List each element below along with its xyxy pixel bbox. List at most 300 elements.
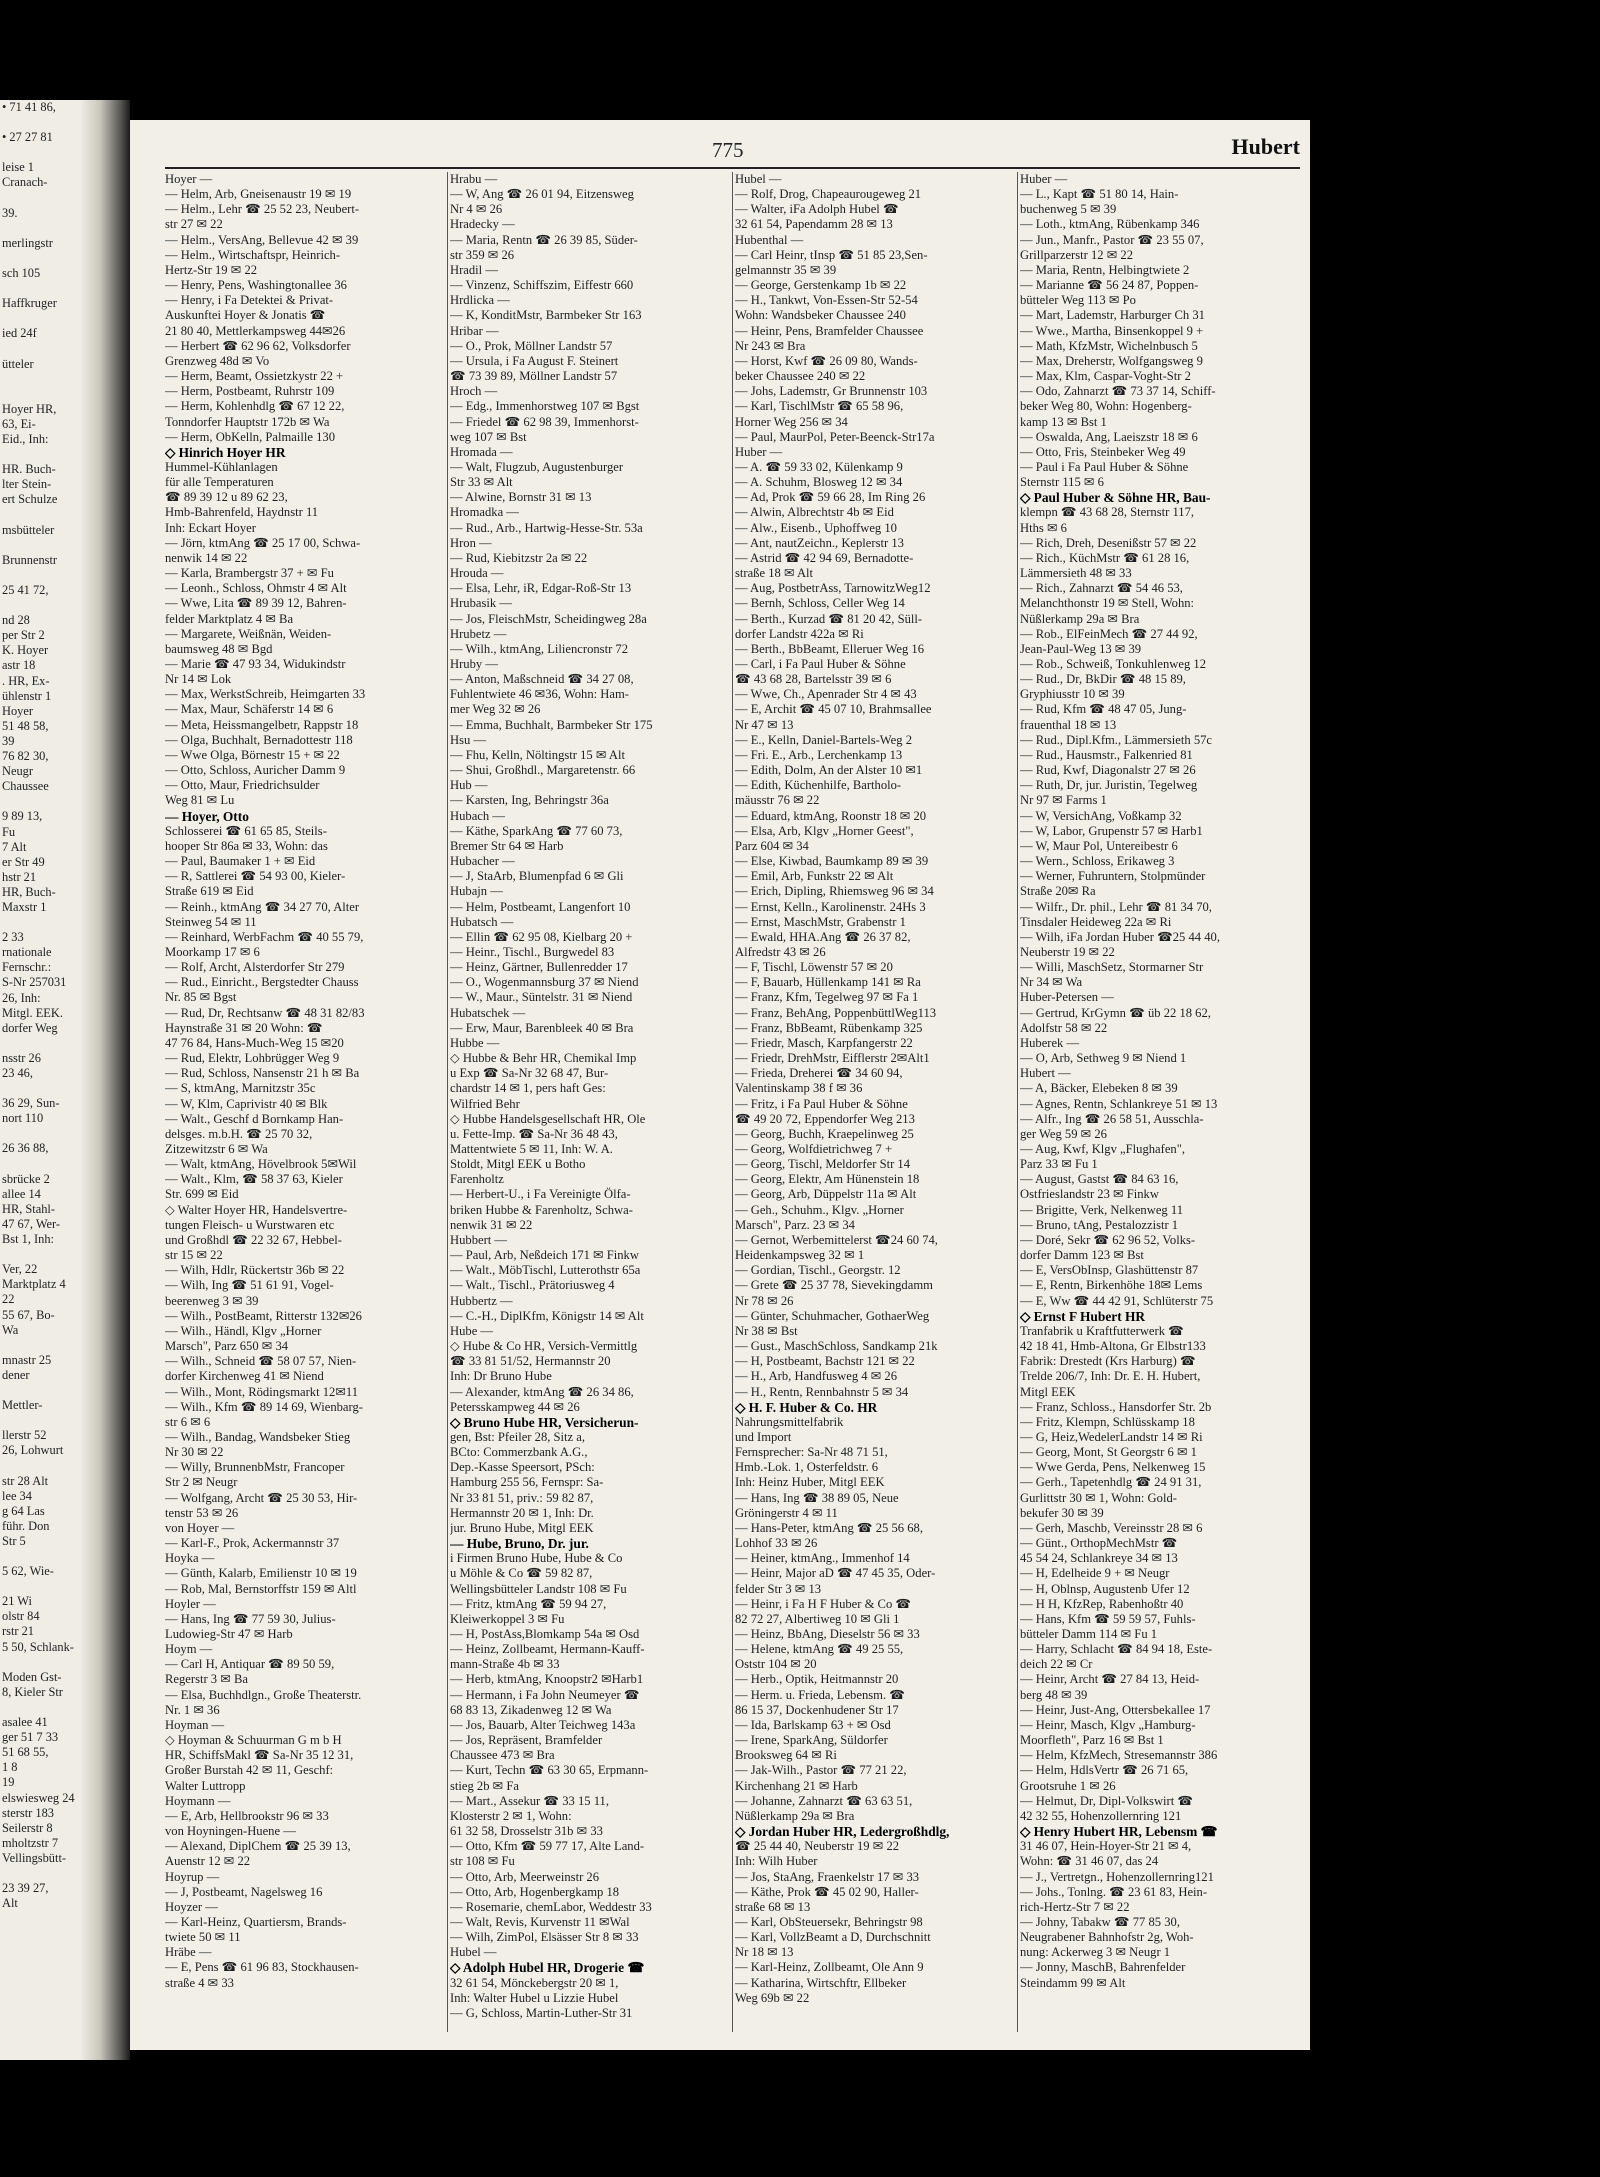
- directory-entry-line: Neugrabener Bahnhofstr 2g, Woh-: [1020, 1930, 1194, 1945]
- directory-page: [130, 120, 1310, 2050]
- directory-entry-line: — Karsten, Ing, Behringstr 36a: [450, 793, 609, 808]
- directory-entry-line: Zitzewitzstr 6 ✉ Wa: [165, 1142, 268, 1156]
- directory-entry-line: — Wolfgang, Archt ☎ 25 30 53, Hir-: [165, 1490, 358, 1505]
- margin-fragment: [0, 1126, 80, 1141]
- margin-fragment: [0, 1655, 80, 1670]
- directory-entry-line: für alle Temperaturen: [165, 475, 274, 490]
- margin-fragment: [0, 281, 80, 296]
- directory-entry-line: Nr 243 ✉ Bra: [735, 338, 806, 353]
- directory-entry-line: Nr 38 ✉ Bst: [735, 1323, 798, 1338]
- margin-fragment: 5 62, Wie-: [2, 1564, 54, 1579]
- directory-entry-line: — Friedr, DrehMstr, Eifflerstr 2✉Alt1: [735, 1051, 930, 1066]
- directory-entry-line: — Otto, Fris, Steinbeker Weg 49: [1020, 444, 1186, 459]
- margin-fragment: 36 29, Sun-: [2, 1096, 60, 1111]
- directory-entry-line: — Wern., Schloss, Erikaweg 3: [1020, 854, 1175, 869]
- directory-entry-line: — Karl-Heinz, Zollbeamt, Ole Ann 9: [735, 1960, 924, 1975]
- directory-entry-line: Fuhlentwiete 46 ✉36, Wohn: Ham-: [450, 687, 629, 702]
- directory-entry-line: — Reinh., ktmAng ☎ 34 27 70, Alter: [165, 899, 360, 914]
- directory-entry-line: — Rich., KüchMstr ☎ 61 28 16,: [1020, 550, 1190, 565]
- directory-entry-line: Parz 33 ✉ Fu 1: [1020, 1157, 1098, 1172]
- margin-fragment: Marktplatz 4: [2, 1277, 66, 1292]
- directory-entry-line: Regerstr 3 ✉ Ba: [165, 1672, 248, 1687]
- margin-fragment: [0, 311, 80, 326]
- margin-fragment: [0, 145, 80, 160]
- directory-entry-line: — Helmut, Dr, Dipl-Volkswirt ☎: [1020, 1793, 1194, 1808]
- directory-entry-line: str 15 ✉ 22: [165, 1248, 223, 1263]
- margin-fragment: 23 39 27,: [2, 1881, 49, 1896]
- directory-entry-line: — Friedel ☎ 62 98 39, Immenhorst-: [450, 414, 639, 429]
- directory-entry-line: — Walt, Flugzub, Augustenburger: [450, 459, 624, 474]
- directory-entry-line: — Grete ☎ 25 37 78, Sievekingdamm: [735, 1278, 933, 1293]
- margin-fragment: ütteler: [2, 356, 34, 371]
- directory-entry-line: — Erich, Dipling, Rhiemsweg 96 ✉ 34: [735, 884, 934, 899]
- directory-entry-line: Hräbe —: [165, 1945, 212, 1960]
- directory-entry-line: — Helene, ktmAng ☎ 49 25 55,: [735, 1642, 904, 1657]
- margin-fragment: Maxstr 1: [2, 899, 47, 914]
- directory-entry-line: — Edg., Immenhorstweg 107 ✉ Bgst: [450, 399, 640, 414]
- directory-entry-line: 82 72 27, Albertiweg 10 ✉ Gli 1: [735, 1611, 900, 1626]
- directory-entry-line: — Bernh, Schloss, Celler Weg 14: [735, 596, 905, 611]
- directory-entry-line: Inh: Walter Hubel u Lizzie Hubel: [450, 1990, 619, 2005]
- page-number: 775: [712, 138, 744, 162]
- margin-fragment: [0, 915, 80, 930]
- directory-entry-line: — Margarete, Weißnän, Weiden-: [165, 626, 332, 641]
- directory-entry-line: Adolfstr 58 ✉ 22: [1020, 1020, 1108, 1035]
- running-head: Hubert: [1231, 134, 1300, 159]
- directory-entry-line: — Fhu, Kelln, Nöltingstr 15 ✉ Alt: [450, 747, 625, 762]
- margin-fragment: 1 8: [2, 1760, 18, 1775]
- directory-entry-line: — Heinr, Just-Ang, Ottersbekallee 17: [1020, 1702, 1211, 1717]
- directory-entry-line: 32 61 54, Mönckebergstr 20 ✉ 1,: [450, 1975, 619, 1990]
- directory-entry-line: Hrabu —: [450, 172, 498, 186]
- directory-entry-line: — Vinzenz, Schiffszim, Eiffestr 660: [450, 278, 634, 293]
- margin-fragment: 22: [2, 1292, 15, 1307]
- directory-entry-line: ◇ Jordan Huber HR, Ledergroßhdlg,: [735, 1824, 950, 1840]
- directory-entry-line: str 6 ✉ 6: [165, 1414, 211, 1429]
- directory-entry-line: — Georg, Buchh, Kraepelinweg 25: [735, 1126, 914, 1141]
- directory-entry-line: — Gerh., Tapetenhdlg ☎ 24 91 31,: [1020, 1475, 1202, 1490]
- directory-entry-line: — Heinr, Major aD ☎ 47 45 35, Oder-: [735, 1566, 936, 1581]
- directory-entry-line: — Fritz, Klempn, Schlüsskamp 18: [1020, 1414, 1195, 1429]
- directory-entry-line: — Ant, nautZeichn., Keplerstr 13: [735, 535, 904, 550]
- directory-entry-line: — R, Sattlerei ☎ 54 93 00, Kieler-: [165, 869, 346, 884]
- directory-entry-line: Weg 69b ✉ 22: [735, 1990, 810, 2005]
- directory-entry-line: — Rob., Schweiß, Tonkuhlenweg 12: [1020, 657, 1207, 671]
- directory-entry-line: — Henry, Pens, Washingtonallee 36: [165, 278, 347, 293]
- directory-entry-line: Hoyer —: [165, 172, 213, 186]
- directory-entry-line: — Wilfr., Dr. phil., Lehr ☎ 81 34 70,: [1020, 899, 1212, 914]
- directory-entry-line: Steindamm 99 ✉ Alt: [1020, 1975, 1126, 1990]
- directory-entry-line: — Agnes, Rentn, Schlankreye 51 ✉ 13: [1020, 1096, 1218, 1111]
- directory-entry-line: dorfer Landstr 422a ✉ Ri: [735, 626, 864, 641]
- margin-fragment: 7 Alt: [2, 839, 27, 854]
- directory-entry-line: Str 33 ✉ Alt: [450, 475, 513, 490]
- directory-entry-line: Huberek —: [1020, 1035, 1080, 1050]
- directory-entry-line: — Herb., Optik, Heitmannstr 20: [735, 1672, 899, 1687]
- directory-column-1: [165, 172, 447, 2032]
- margin-fragment: 39.: [2, 205, 18, 220]
- margin-fragment: K. Hoyer: [2, 643, 49, 658]
- directory-entry-line: Moorkamp 17 ✉ 6: [165, 944, 260, 959]
- margin-fragment: [0, 1866, 80, 1881]
- directory-entry-line: rich-Hertz-Str 7 ✉ 22: [1020, 1899, 1130, 1914]
- directory-entry-line: — Jos, Repräsent, Bramfelder: [450, 1733, 603, 1748]
- directory-entry-line: — Paul, Arb, Neßdeich 171 ✉ Finkw: [450, 1248, 639, 1263]
- directory-entry-line: Neuberstr 19 ✉ 22: [1020, 944, 1115, 959]
- directory-entry-line: Huber —: [735, 444, 783, 459]
- directory-entry-line: 32 61 54, Papendamm 28 ✉ 13: [735, 217, 893, 232]
- directory-entry-line: twiete 50 ✉ 11: [165, 1930, 241, 1945]
- directory-entry-line: mann-Straße 4b ✉ 33: [450, 1657, 560, 1672]
- directory-entry-line: — Heinr, Archt ☎ 27 84 13, Heid-: [1020, 1672, 1200, 1687]
- directory-entry-line: Hribar —: [450, 323, 499, 338]
- directory-entry-line: — H., Rentn, Rennbahnstr 5 ✉ 34: [735, 1384, 909, 1399]
- directory-entry-line: gelmannstr 35 ✉ 39: [735, 262, 837, 277]
- directory-entry-line: — August, Gastst ☎ 84 63 16,: [1020, 1172, 1179, 1187]
- directory-entry-line: — Rud, Kwf, Diagonalstr 27 ✉ 26: [1020, 763, 1196, 778]
- directory-entry-line: ◇ Bruno Hube HR, Versicherun-: [450, 1414, 639, 1430]
- directory-entry-line: — Berth., BbBeamt, Elleruer Weg 16: [735, 641, 925, 656]
- directory-entry-line: Nr 33 81 51, priv.: 59 82 87,: [450, 1490, 594, 1505]
- margin-fragment: Fu: [2, 824, 16, 839]
- column-divider: [1017, 172, 1018, 2032]
- directory-entry-line: — Eduard, ktmAng, Roonstr 18 ✉ 20: [735, 808, 927, 823]
- directory-entry-line: — Hermann, i Fa John Neumeyer ☎: [450, 1687, 640, 1702]
- directory-entry-line: — Alexand, DiplChem ☎ 25 39 13,: [165, 1839, 351, 1854]
- directory-entry-line: Str 2 ✉ Neugr: [165, 1475, 238, 1490]
- directory-entry-line: — Heinr, Pens, Bramfelder Chaussee: [735, 323, 924, 338]
- directory-entry-line: — Marianne ☎ 56 24 87, Poppen-: [1020, 278, 1199, 293]
- directory-entry-line: — Erw, Maur, Barenbleek 40 ✉ Bra: [450, 1020, 634, 1035]
- book-gutter: [80, 100, 130, 2060]
- margin-fragment: [0, 191, 80, 206]
- margin-fragment: [0, 1081, 80, 1096]
- directory-entry-line: — Johny, Tabakw ☎ 77 85 30,: [1020, 1914, 1180, 1929]
- margin-fragment: lee 34: [2, 1488, 32, 1503]
- directory-entry-line: weg 107 ✉ Bst: [450, 429, 527, 444]
- margin-fragment: Ver, 22: [2, 1262, 38, 1277]
- directory-entry-line: ◇ H. F. Huber & Co. HR: [735, 1399, 878, 1415]
- directory-entry-line: — Jak-Wilh., Pastor ☎ 77 21 22,: [735, 1763, 907, 1778]
- margin-fragment: merlingstr: [2, 235, 53, 250]
- margin-fragment: hstr 21: [2, 869, 37, 884]
- directory-entry-line: — E, Arb, Hellbrookstr 96 ✉ 33: [165, 1808, 329, 1823]
- directory-entry-line: Trelde 206/7, Inh: Dr. E. H. Hubert,: [1020, 1369, 1201, 1384]
- directory-entry-line: — Friedr, Masch, Karpfangerstr 22: [735, 1035, 913, 1050]
- directory-entry-line: Hrubasik —: [450, 596, 512, 611]
- margin-fragment: HR, Buch-: [2, 884, 56, 899]
- margin-fragment: Str 5: [2, 1533, 26, 1548]
- directory-entry-line: — Walt., Tischl., Prätoriusweg 4: [450, 1278, 615, 1293]
- directory-entry-line: — Brigitte, Verk, Nelkenweg 11: [1020, 1202, 1183, 1217]
- directory-entry-line: — Maria, Rentn ☎ 26 39 85, Süder-: [450, 232, 638, 247]
- margin-fragment: 25 41 72,: [2, 583, 49, 597]
- directory-entry-line: — J, StaArb, Blumenpfad 6 ✉ Gli: [450, 869, 624, 884]
- margin-fragment: Mitgl. EEK.: [2, 1005, 63, 1020]
- directory-entry-line: — Wilh., PostBeamt, Ritterstr 132✉26: [165, 1308, 362, 1323]
- directory-entry-line: — Franz, BbBeamt, Rübenkamp 325: [735, 1020, 923, 1035]
- directory-entry-line: — Elsa, Lehr, iR, Edgar-Roß-Str 13: [450, 581, 632, 596]
- directory-entry-line: Hron —: [450, 535, 492, 550]
- directory-entry-line: Inh: Dr Bruno Hube: [450, 1369, 552, 1384]
- directory-entry-line: bekufer 30 ✉ 39: [1020, 1505, 1104, 1520]
- directory-entry-line: — Wwe Olga, Börnestr 15 + ✉ 22: [165, 747, 340, 762]
- margin-fragment: Fernschr.:: [2, 960, 52, 975]
- directory-entry-line: Hubacher —: [450, 854, 515, 869]
- directory-entry-line: — Günt., OrthopMechMstr ☎: [1020, 1536, 1178, 1551]
- directory-entry-line: ◇ Paul Huber & Söhne HR, Bau-: [1020, 490, 1211, 506]
- directory-entry-line: — Wwe Gerda, Pens, Nelkenweg 15: [1020, 1460, 1206, 1475]
- directory-entry-line: — Otto, Arb, Meerweinstr 26: [450, 1869, 600, 1884]
- margin-fragment: per Str 2: [2, 628, 45, 643]
- margin-fragment: rstr 21: [2, 1624, 35, 1639]
- directory-entry-line: — Oswalda, Ang, Laeiszstr 18 ✉ 6: [1020, 429, 1198, 444]
- directory-entry-line: — H, Edelheide 9 + ✉ Neugr: [1020, 1566, 1170, 1581]
- directory-entry-line: beerenweg 3 ✉ 39: [165, 1293, 259, 1308]
- directory-entry-line: — Wwe., Martha, Binsenkoppel 9 +: [1020, 323, 1204, 338]
- page-header: [130, 120, 1310, 175]
- directory-entry-line: Tinsdaler Heideweg 22a ✉ Ri: [1020, 914, 1172, 929]
- directory-entry-line: — Walt., Klm, ☎ 58 37 63, Kieler: [165, 1172, 343, 1187]
- margin-fragment: 21 Wi: [2, 1594, 32, 1609]
- directory-entry-line: — Edith, Küchenhilfe, Bartholo-: [735, 778, 902, 793]
- directory-entry-line: Oststr 104 ✉ 20: [735, 1657, 817, 1672]
- directory-entry-line: ☎ 33 81 51/52, Hermannstr 20: [450, 1354, 611, 1369]
- directory-entry-line: — Helm, Arb, Gneisenaustr 19 ✉ 19: [165, 187, 352, 202]
- directory-entry-line: — Harry, Schlacht ☎ 84 94 18, Este-: [1020, 1642, 1213, 1657]
- directory-entry-line: — Katharina, Wirtschftr, Ellbeker: [735, 1975, 907, 1990]
- margin-fragment: HR, Stahl-: [2, 1201, 56, 1216]
- directory-entry-line: — Herbert ☎ 62 96 62, Volksdorfer: [165, 338, 351, 353]
- directory-entry-line: Nr 30 ✉ 22: [165, 1445, 224, 1460]
- margin-fragment: Cranach-: [2, 175, 48, 190]
- margin-fragment: sbrücke 2: [2, 1171, 50, 1186]
- directory-entry-line: — Rud, Schloss, Nansenstr 21 h ✉ Ba: [165, 1066, 360, 1081]
- directory-entry-line: Hubel —: [450, 1945, 497, 1960]
- margin-fragment: rnationale: [2, 945, 52, 960]
- directory-entry-line: — A, Bäcker, Elebeken 8 ✉ 39: [1020, 1081, 1178, 1096]
- directory-entry-line: Brooksweg 64 ✉ Ri: [735, 1748, 837, 1763]
- directory-entry-line: Hoyman —: [165, 1717, 225, 1732]
- directory-entry-line: nenwik 14 ✉ 22: [165, 550, 248, 565]
- directory-entry-line: — Heinz, Gärtner, Bullenredder 17: [450, 960, 628, 975]
- directory-entry-line: Inh: Wilh Huber: [735, 1854, 818, 1869]
- margin-fragment: 26, Inh:: [2, 990, 41, 1005]
- directory-entry-line: — Rud., Dipl.Kfm., Lämmersieth 57c: [1020, 732, 1213, 747]
- directory-entry-line: Hermannstr 20 ✉ 1, Inh: Dr.: [450, 1505, 594, 1520]
- directory-entry-line: u Möhle & Co ☎ 59 82 87,: [450, 1566, 593, 1581]
- margin-fragment: ert Schulze: [2, 492, 58, 507]
- margin-fragment: nsstr 26: [2, 1050, 41, 1065]
- margin-fragment: Brunnenstr: [2, 552, 58, 567]
- directory-entry-line: Straße 619 ✉ Eid: [165, 884, 254, 899]
- margin-fragment: asalee 41: [2, 1715, 48, 1730]
- directory-entry-line: — Herbert-U., i Fa Vereinigte Ölfa-: [450, 1187, 631, 1202]
- margin-fragment: [0, 372, 80, 387]
- margin-fragment: [0, 387, 80, 402]
- directory-entry-line: — Wilh., Bandag, Wandsbeker Stieg: [165, 1429, 351, 1444]
- directory-entry-line: — Karl-F., Prok, Ackermannstr 37: [165, 1536, 340, 1551]
- directory-entry-line: Hubatsch —: [450, 914, 514, 929]
- directory-entry-line: — Horst, Kwf ☎ 26 09 80, Wands-: [735, 353, 918, 368]
- directory-entry-line: — Karl-Heinz, Quartiersm, Brands-: [165, 1914, 347, 1929]
- directory-entry-line: — Günth, Kalarb, Emilienstr 10 ✉ 19: [165, 1566, 357, 1581]
- directory-entry-line: Weg 81 ✉ Lu: [165, 793, 235, 808]
- directory-entry-line: — Loth., ktmAng, Rübenkamp 346: [1020, 217, 1200, 232]
- directory-entry-line: — Edith, Dolm, An der Alster 10 ✉1: [735, 763, 923, 778]
- directory-entry-line: — C.-H., DiplKfm, Königstr 14 ✉ Alt: [450, 1308, 644, 1323]
- margin-fragment: mholtzstr 7: [2, 1835, 59, 1850]
- directory-entry-line: 21 80 40, Mettlerkampsweg 44✉26: [165, 323, 346, 338]
- directory-entry-line: — Helm., VersAng, Bellevue 42 ✉ 39: [165, 232, 359, 247]
- directory-entry-line: — G, Heiz,WedelerLandstr 14 ✉ Ri: [1020, 1429, 1203, 1444]
- directory-entry-line: Nr 34 ✉ Wa: [1020, 975, 1083, 990]
- directory-entry-line: — Hans-Peter, ktmAng ☎ 25 56 68,: [735, 1520, 923, 1535]
- directory-entry-line: Lohhof 33 ✉ 26: [735, 1536, 818, 1551]
- directory-entry-line: Inh: Eckart Hoyer: [165, 520, 256, 535]
- directory-entry-line: — Wilh, Hdlr, Rückertstr 36b ✉ 22: [165, 1263, 345, 1278]
- margin-fragment: astr 18: [2, 658, 36, 673]
- margin-fragment: 47 67, Wer-: [2, 1216, 61, 1231]
- margin-fragment: 55 67, Bo-: [2, 1307, 55, 1322]
- directory-entry-line: Kleiwerkoppel 3 ✉ Fu: [450, 1611, 565, 1626]
- directory-entry-line: Parz 604 ✉ 34: [735, 838, 809, 853]
- directory-entry-line: ◇ Henry Hubert HR, Lebensm ☎: [1020, 1824, 1218, 1840]
- directory-entry-line: — Ernst, Kelln., Karolinenstr. 24Hs 3: [735, 899, 926, 914]
- header-rule: [165, 167, 1300, 169]
- directory-entry-line: Mattentwiete 5 ✉ 11, Inh: W. A.: [450, 1142, 613, 1156]
- directory-entry-line: Wohn: ☎ 31 46 07, das 24: [1020, 1854, 1159, 1869]
- directory-entry-line: — Wilh., Kfm ☎ 89 14 69, Wienbarg-: [165, 1399, 363, 1414]
- directory-entry-line: — Karl, TischlMstr ☎ 65 58 96,: [735, 399, 904, 414]
- directory-entry-line: — Alfr., Ing ☎ 26 58 51, Ausschla-: [1020, 1111, 1204, 1126]
- directory-entry-line: Hubel —: [735, 172, 782, 186]
- directory-entry-line: — Georg, Wolfdietrichweg 7 +: [735, 1142, 893, 1156]
- directory-entry-line: Hoyzer —: [165, 1899, 218, 1914]
- margin-fragment: Wa: [2, 1322, 19, 1337]
- margin-fragment: 26, Lohwurt: [2, 1443, 64, 1458]
- directory-entry-line: — Herm. u. Frieda, Lebensm. ☎: [735, 1687, 905, 1702]
- directory-entry-line: 68 83 13, Zikadenweg 12 ✉ Wa: [450, 1702, 612, 1717]
- directory-entry-line: — Gernot, Werbemittelerst ☎24 60 74,: [735, 1232, 938, 1247]
- directory-entry-line: Gryphiusstr 10 ✉ 39: [1020, 687, 1125, 702]
- directory-entry-line: — Walter, iFa Adolph Hubel ☎: [735, 202, 899, 217]
- margin-fragment: Hoyer: [2, 703, 33, 718]
- directory-entry-line: — Max, Dreherstr, Wolfgangsweg 9: [1020, 353, 1203, 368]
- directory-entry-line: Str. 699 ✉ Eid: [165, 1187, 239, 1202]
- margin-fragment: er Str 49: [2, 854, 45, 869]
- directory-entry-line: Schlosserei ☎ 61 65 85, Steils-: [165, 823, 327, 838]
- directory-entry-line: Chaussee 473 ✉ Bra: [450, 1748, 555, 1763]
- margin-fragment: dorfer Weg: [2, 1020, 58, 1035]
- margin-fragment: 8, Kieler Str: [2, 1684, 63, 1699]
- margin-fragment: [0, 447, 80, 462]
- directory-entry-line: — Max, Maur, Schäferstr 14 ✉ 6: [165, 702, 334, 717]
- directory-entry-line: — Jos, StaAng, Fraenkelstr 17 ✉ 33: [735, 1869, 920, 1884]
- directory-entry-line: — Rud., Hausmstr., Falkenried 81: [1020, 747, 1193, 762]
- directory-entry-line: i Firmen Bruno Hube, Hube & Co: [450, 1551, 623, 1566]
- margin-fragment: [0, 508, 80, 523]
- column-divider: [447, 172, 448, 2032]
- margin-fragment: Eid., Inh:: [2, 432, 49, 447]
- directory-entry-line: straße 68 ✉ 13: [735, 1899, 811, 1914]
- directory-entry-line: — Gordian, Tischl., Georgstr. 12: [735, 1263, 901, 1278]
- directory-entry-line: Hoyler —: [165, 1596, 216, 1611]
- directory-entry-line: — Rud., Dr, BkDir ☎ 48 15 89,: [1020, 672, 1186, 687]
- margin-fragment: [0, 1036, 80, 1051]
- directory-entry-line: str 359 ✉ 26: [450, 247, 515, 262]
- margin-fragment: ger 51 7 33: [2, 1730, 59, 1745]
- directory-entry-line: — W, Klm, Caprivistr 40 ✉ Blk: [165, 1096, 328, 1111]
- directory-entry-line: — Fri. E., Arb., Lerchenkamp 13: [735, 747, 903, 762]
- directory-entry-line: Wilfried Behr: [450, 1096, 520, 1111]
- directory-entry-line: — Rud, Kfm ☎ 48 47 05, Jung-: [1020, 702, 1187, 717]
- directory-entry-line: von Hoyningen-Huene —: [165, 1824, 296, 1839]
- directory-entry-line: Wellingsbütteler Landstr 108 ✉ Fu: [450, 1581, 627, 1596]
- directory-entry-line: — Georg, Elektr, Am Hünenstein 18: [735, 1172, 920, 1187]
- margin-fragment: 26 36 88,: [2, 1141, 49, 1156]
- directory-entry-line: — Meta, Heissmangelbetr, Rappstr 18: [165, 717, 359, 732]
- directory-entry-line: — Käthe, Prok ☎ 45 02 90, Haller-: [735, 1884, 919, 1899]
- directory-entry-line: — Herm, ObKelln, Palmaille 130: [165, 429, 335, 444]
- directory-entry-line: nung: Ackerweg 3 ✉ Neugr 1: [1020, 1945, 1171, 1960]
- directory-entry-line: — Helm., Lehr ☎ 25 52 23, Neubert-: [165, 202, 360, 217]
- directory-entry-line: Haynstraße 31 ✉ 20 Wohn: ☎: [165, 1020, 323, 1035]
- directory-entry-line: — Wilh., ktmAng, Liliencronstr 72: [450, 641, 629, 656]
- directory-entry-line: 86 15 37, Dockenhudener Str 17: [735, 1702, 899, 1717]
- directory-entry-line: — Walt, Revis, Kurvenstr 11 ✉Wal: [450, 1914, 630, 1929]
- directory-entry-line: — Alexander, ktmAng ☎ 26 34 86,: [450, 1384, 634, 1399]
- directory-entry-line: — Rich, Dreh, Desenißstr 57 ✉ 22: [1020, 535, 1197, 550]
- directory-entry-line: — Franz, Schloss., Hansdorfer Str. 2b: [1020, 1399, 1212, 1414]
- directory-entry-line: und Großhdl ☎ 22 32 67, Hebbel-: [165, 1232, 342, 1247]
- directory-entry-line: — Mart., Assekur ☎ 33 15 11,: [450, 1793, 609, 1808]
- directory-entry-line: 31 46 07, Hein-Hoyer-Str 21 ✉ 4,: [1020, 1839, 1192, 1854]
- directory-entry-line: — Helm., Wirtschaftspr, Heinrich-: [165, 247, 341, 262]
- directory-entry-line: — Fritz, i Fa Paul Huber & Söhne: [735, 1096, 908, 1111]
- directory-entry-line: Huber —: [1020, 172, 1068, 186]
- directory-entry-line: — Herm, Kohlenhdlg ☎ 67 12 22,: [165, 399, 345, 414]
- directory-entry-line: berg 48 ✉ 39: [1020, 1687, 1088, 1702]
- directory-entry-line: — Berth., Kurzad ☎ 81 20 42, Süll-: [735, 611, 923, 626]
- directory-entry-line: — Ida, Barlskamp 63 + ✉ Osd: [735, 1717, 891, 1732]
- directory-entry-line: Nr 14 ✉ Lok: [165, 672, 232, 687]
- directory-entry-line: ◇ Ernst F Hubert HR: [1020, 1308, 1146, 1324]
- margin-fragment: llerstr 52: [2, 1428, 47, 1443]
- directory-entry-line: ◇ Hube & Co HR, Versich-Vermittlg: [450, 1339, 638, 1354]
- directory-entry-line: Hrouda —: [450, 566, 504, 581]
- directory-entry-line: Hube —: [450, 1323, 494, 1338]
- directory-entry-line: Nr 18 ✉ 13: [735, 1945, 794, 1960]
- directory-entry-line: bütteler Damm 114 ✉ Fu 1: [1020, 1627, 1158, 1641]
- directory-entry-line: Hubbertz —: [450, 1293, 513, 1308]
- directory-entry-line: — Emma, Buchhalt, Barmbeker Str 175: [450, 717, 653, 732]
- directory-entry-line: — Jun., Manfr., Pastor ☎ 23 55 07,: [1020, 232, 1204, 247]
- directory-entry-line: Petersskampweg 44 ✉ 26: [450, 1399, 580, 1414]
- directory-entry-line: felder Marktplatz 4 ✉ Ba: [165, 611, 294, 626]
- directory-entry-line: — Mart, Lademstr, Harburger Ch 31: [1020, 308, 1205, 323]
- directory-entry-line: — Heiner, ktmAng., Immenhof 14: [735, 1551, 910, 1566]
- directory-entry-line: Hubbe —: [450, 1035, 500, 1050]
- directory-entry-line: Alfredstr 43 ✉ 26: [735, 944, 826, 959]
- margin-fragment: 51 68 55,: [2, 1745, 49, 1760]
- margin-fragment: olstr 84: [2, 1609, 40, 1624]
- directory-entry-line: — Rob, Mal, Bernstorffstr 159 ✉ Altl: [165, 1581, 357, 1596]
- directory-entry-line: — Heinz, BbAng, Dieselstr 56 ✉ 33: [735, 1627, 920, 1641]
- margin-fragment: mnastr 25: [2, 1352, 52, 1367]
- directory-entry-line: — Emil, Arb, Funkstr 22 ✉ Alt: [735, 869, 894, 884]
- directory-entry-line: straße 18 ✉ Alt: [735, 566, 814, 581]
